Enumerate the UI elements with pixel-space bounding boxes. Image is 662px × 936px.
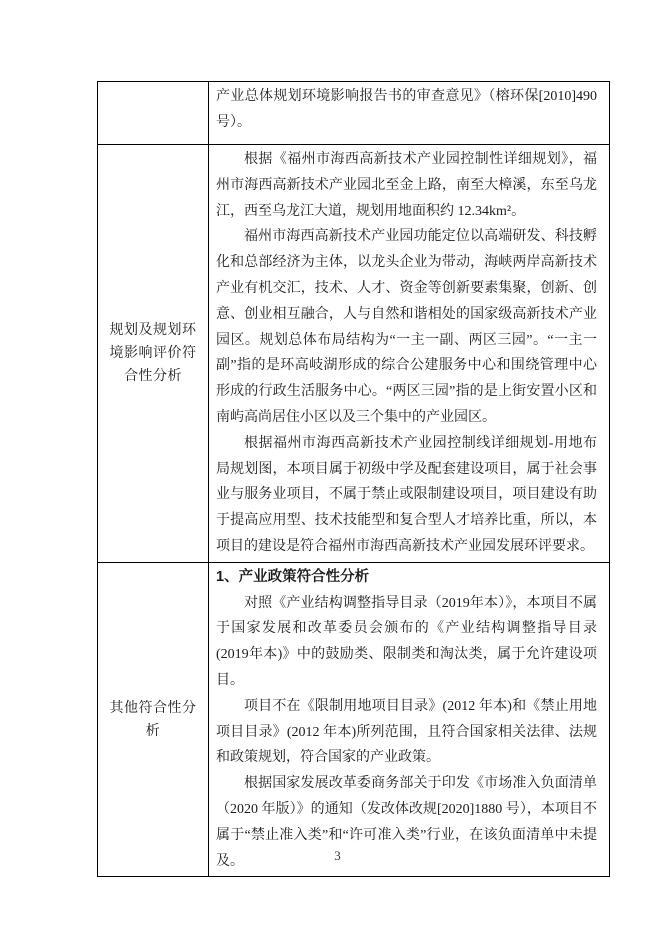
paragraph: 对照《产业结构调整指导目录（2019年本）》，本项目不属于国家发展和改革委员会颁布的《产业结构调整指导目录(2019年本)》中的鼓励类、限制类和淘汰类，属于允许建设项目。: [216, 595, 597, 688]
paragraph: 产业总体规划环境影响报告书的审查意见》（榕环保[2010]490号）。: [216, 89, 597, 130]
table-row: [98, 562, 610, 877]
row-label-other-compliance: 其他符合性分析: [98, 562, 209, 877]
section-heading: 1、产业政策符合性分析: [216, 568, 370, 585]
row-content: [209, 82, 610, 145]
paragraph: 根据国家发展改革委商务部关于印发《市场准入负面清单（2020 年版）》的通知（发改体改规[2020]1880 号），本项目不属于“禁止准入类”和“许可准入类”行业，在该负面清单中未提及。: [216, 776, 597, 869]
row-content: [209, 145, 610, 563]
row-label-empty: [98, 82, 209, 145]
row-label-planning-compliance: 规划及规划环境影响评价符合性分析: [98, 145, 209, 563]
table-row: [98, 145, 610, 563]
paragraph: 项目不在《限制用地项目目录》(2012 年本)和《禁止用地项目目录》(2012 年本)所列范围，且符合国家相关法律、法规和政策规划，符合国家的产业政策。: [216, 698, 597, 766]
content-table: [97, 81, 610, 877]
table-row: [98, 82, 610, 145]
paragraph: 根据福州市海西高新技术产业园控制线详细规划-用地布局规划图，本项目属于初级中学及配套建设项目，属于社会事业与服务业项目，不属于禁止或限制建设项目，项目建设有助于提高应用型、技术技能型和复合型人才培养比重，所以，本项目的建设是符合福州市海西高新技术产业园发展环评要求。: [216, 435, 597, 554]
page-number: 3: [334, 848, 341, 863]
paragraph: 根据《福州市海西高新技术产业园控制性详细规划》，福州市海西高新技术产业园北至金上路，南至大樟溪，东至乌龙江，西至乌龙江大道，规划用地面积约 12.34km²。: [216, 152, 597, 219]
row-content: [209, 562, 610, 877]
paragraph: 福州市海西高新技术产业园功能定位以高端研发、科技孵化和总部经济为主体，以龙头企业为带动，海峡两岸高新技术产业有机交汇，技术、人才、资金等创新要素集聚，创新、创意、创业相互融合，人与自然和谐相处的国家级高新技术产业园区。规划总体布局结构为“一主一副、两区三园”。“一主一副”指的是环高岐湖形成的综合公建服务中心和围绕管理中心形成的行政生活服务中心。“两区三园”指的是上街安置小区和南屿高尚居住小区以及三个集中的产业园区。: [216, 229, 597, 425]
